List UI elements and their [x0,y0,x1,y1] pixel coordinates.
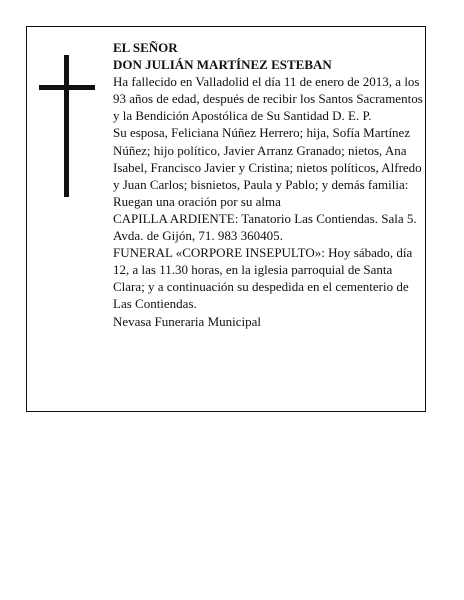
prayer-request: Ruegan una oración por su alma [113,193,281,209]
wake-information: CAPILLA ARDIENTE: Tanatorio Las Contiendas. Sala 5. Avda. de Gijón, 71. 983 360405. [113,210,417,244]
cross-horizontal-bar [39,85,95,90]
cross-icon [39,55,95,197]
notice-heading: EL SEÑOR [113,40,178,55]
family-list: Su esposa, Feliciana Núñez Herrero; hija, Sofía Martínez Núñez; hijo político, Javier Arranz Granado; nietos, Ana Isabel, Francisco Javier y Cristina; nietos políticos, Alfredo y Juan Carlos; bisnietos, Paula y Pablo; y demás familia: [113,125,422,192]
obituary-text [113,39,425,330]
funeral-information: FUNERAL «CORPORE INSEPULTO»: Hoy sábado, día 12, a las 11.30 horas, en la iglesia parroquial de Santa Clara; y a continuación su despedida en el cementerio de Las Contiendas. [113,245,413,312]
cross-vertical-bar [64,55,69,197]
deceased-name: DON JULIÁN MARTÍNEZ ESTEBAN [113,57,332,73]
death-announcement: Ha fallecido en Valladolid el día 11 de enero de 2013, a los 93 años de edad, después de recibir los Santos Sacramentos y la Bendición Apostólica de Su Santidad D. E. P. [113,74,423,124]
obituary-notice [26,26,426,412]
funeral-home: Nevasa Funeraria Municipal [113,313,262,329]
